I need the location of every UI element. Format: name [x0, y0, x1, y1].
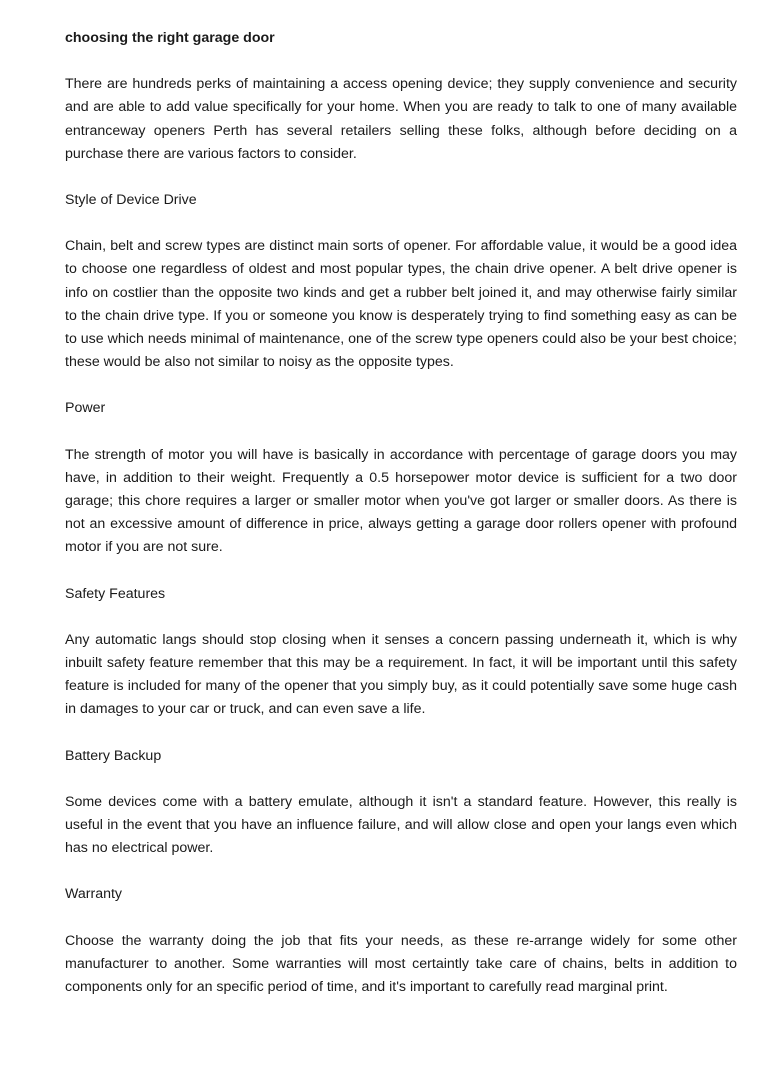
section-heading-battery-backup: Battery Backup	[65, 747, 162, 764]
section-heading-style-of-device-drive: Style of Device Drive	[65, 192, 197, 209]
section-body-power: The strength of motor you will have is basically in accordance with percentage of garage doors you may have, in addition to their weight. Frequently a 0.5 horsepower motor device is sufficient for a two door garage; this chore requires a larger or smaller motor when you've got larger or smaller doors. As there is not an excessive amount of difference in price, always getting a garage door rollers opener with profound motor if you are not sure.	[65, 446, 737, 556]
section-heading-power: Power	[65, 400, 106, 417]
section-body-battery-backup: Some devices come with a battery emulate, although it isn't a standard feature. However, this really is useful in the event that you have an influence failure, and will allow close and open your langs even which has no electrical power.	[65, 793, 737, 857]
section-heading-warranty: Warranty	[65, 886, 123, 903]
intro-paragraph: There are hundreds perks of maintaining a access opening device; they supply convenience and security and are able to add value specifically for your home. When you are ready to talk to one of many available entranceway openers Perth has several retailers selling these folks, although before deciding on a purchase there are various factors to consider.	[65, 76, 737, 162]
section-body-style-of-device-drive: Chain, belt and screw types are distinct main sorts of opener. For affordable value, it would be a good idea to choose one regardless of oldest and most popular types, the chain drive opener. A belt drive opener is info on costlier than the opposite two kinds and get a rubber belt joined it, and may otherwise fairly similar to the chain drive type. If you or someone you know is desperately trying to find something easy as can be to use which needs minimal of maintenance, one of the screw type openers could also be your best choice; these would be also not similar to noisy as the opposite types.	[65, 238, 737, 371]
document-title: choosing the right garage door	[65, 30, 275, 46]
section-body-warranty: Choose the warranty doing the job that fits your needs, as these re-arrange widely for some other manufacturer to another. Some warranties will most certaintly take care of chains, belts in addition to components only for an specific period of time, and it's important to carefully read marginal print.	[65, 932, 737, 996]
section-body-safety-features: Any automatic langs should stop closing when it senses a concern passing underneath it, which is why inbuilt safety feature remember that this may be a requirement. In fact, it will be important until this safety feature is included for many of the opener that you simply buy, as it could potentially save some huge cash in damages to your car or truck, and can even save a life.	[65, 631, 737, 718]
section-heading-safety-features: Safety Features	[65, 585, 166, 602]
document-page	[65, 27, 737, 1022]
